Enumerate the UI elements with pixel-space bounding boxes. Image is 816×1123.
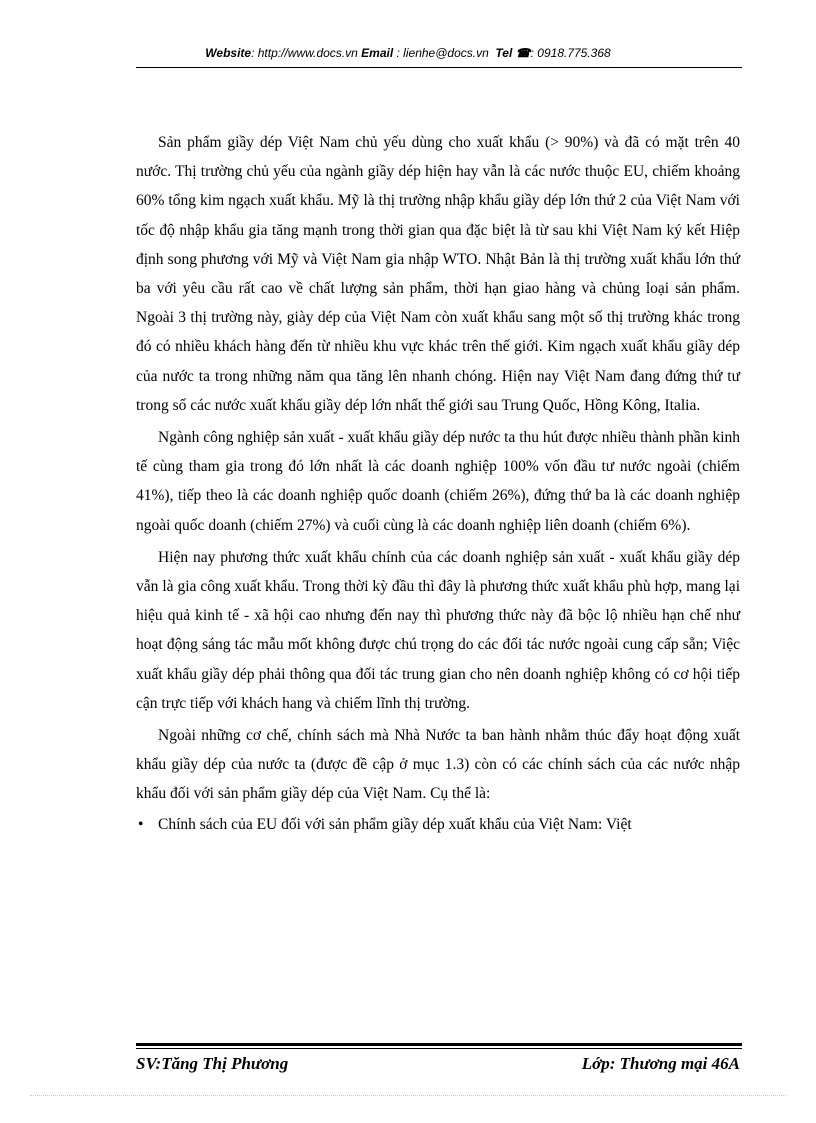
bullet-text: Chính sách của EU đối với sản phẩm giầy dép xuất khẩu của Việt Nam: Việt [158, 815, 632, 833]
phone-icon: ☎ [515, 46, 531, 60]
email-label: Email [361, 46, 394, 60]
page-header [0, 46, 816, 60]
tel-value: : 0918.775.368 [530, 46, 611, 60]
footer-divider-thin [136, 1048, 742, 1049]
paragraph-4: Ngoài những cơ chế, chính sách mà Nhà Nước ta ban hành nhằm thúc đẩy hoạt động xuất khẩu giầy dép của nước ta (được đề cập ở mục 1.3) còn có các chính sách của các nước nhập khẩu đối với sản phẩm giầy dép của Việt Nam. Cụ thể là: [136, 727, 740, 803]
footer-student-name: SV:Tăng Thị Phương [136, 1054, 289, 1073]
footer-divider-thick [136, 1043, 742, 1046]
email-value: : lienhe@docs.vn [396, 46, 489, 60]
paragraph-1: Sản phẩm giầy dép Việt Nam chủ yếu dùng cho xuất khẩu (> 90%) và đã có mặt trên 40 nước. Thị trường chủ yếu của ngành giầy dép hiện hay vẫn là các nước thuộc EU, chiếm khoảng 60% tổng kim ngạch xuất khẩu. Mỹ là thị trường nhập khẩu giầy dép lớn thứ 2 của Việt Nam với tốc độ nhập khẩu gia tăng mạnh trong thời gian qua đặc biệt là từ sau khi Việt Nam ký kết Hiệp định song phương với Mỹ và Việt Nam gia nhập WTO. Nhật Bản là thị trường xuất khẩu lớn thứ ba với yêu cầu rất cao về chất lượng sản phẩm, thời hạn giao hàng và chủng loại sản phẩm. Ngoài 3 thị trường này, giày dép của Việt Nam còn xuất khẩu sang một số thị trường khác trong đó có nhiều khách hàng đến từ nhiều khu vực khác trên thế giới. Kim ngạch xuất khẩu giầy dép của nước ta trong những năm qua tăng lên nhanh chóng. Hiện nay Việt Nam đang đứng thứ tư trong số các nước xuất khẩu giầy dép lớn nhất thế giới sau Trung Quốc, Hồng Kông, Italia. [136, 134, 740, 414]
footer-class-name: Lớp: Thương mại 46A [581, 1054, 740, 1073]
header-divider [136, 67, 742, 68]
document-body [136, 128, 740, 839]
page-bottom-dotted-line [30, 1095, 786, 1096]
bullet-icon: • [138, 815, 144, 833]
paragraph-2: Ngành công nghiệp sản xuất - xuất khẩu giầy dép nước ta thu hút được nhiều thành phần kinh tế cùng tham gia trong đó lớn nhất là các doanh nghiệp 100% vốn đầu tư nước ngoài (chiếm 41%), tiếp theo là các doanh nghiệp quốc doanh (chiếm 26%), đứng thứ ba là các doanh nghiệp ngoài quốc doanh (chiếm 27%) và cuối cùng là các doanh nghiệp liên doanh (chiếm 6%). [136, 429, 740, 534]
paragraph-3: Hiện nay phương thức xuất khẩu chính của các doanh nghiệp sản xuất - xuất khẩu giầy dép vẫn là gia công xuất khẩu. Trong thời kỳ đầu thì đây là phương thức xuất khẩu phù hợp, mang lại hiệu quả kinh tế - xã hội cao nhưng đến nay thì phương thức này đã bộc lộ nhiều hạn chế như hoạt động sáng tác mẫu mốt không được chú trọng do các đối tác nước ngoài cung cấp sẵn; Việc xuất khẩu giầy dép phải thông qua đối tác trung gian cho nên doanh nghiệp không có cơ hội tiếp cận trực tiếp với khách hang và chiếm lĩnh thị trường. [136, 548, 740, 712]
bullet-item [136, 810, 740, 839]
tel-label: Tel [495, 46, 513, 60]
website-label: Website [205, 46, 252, 60]
website-value: : http://www.docs.vn [251, 46, 358, 60]
